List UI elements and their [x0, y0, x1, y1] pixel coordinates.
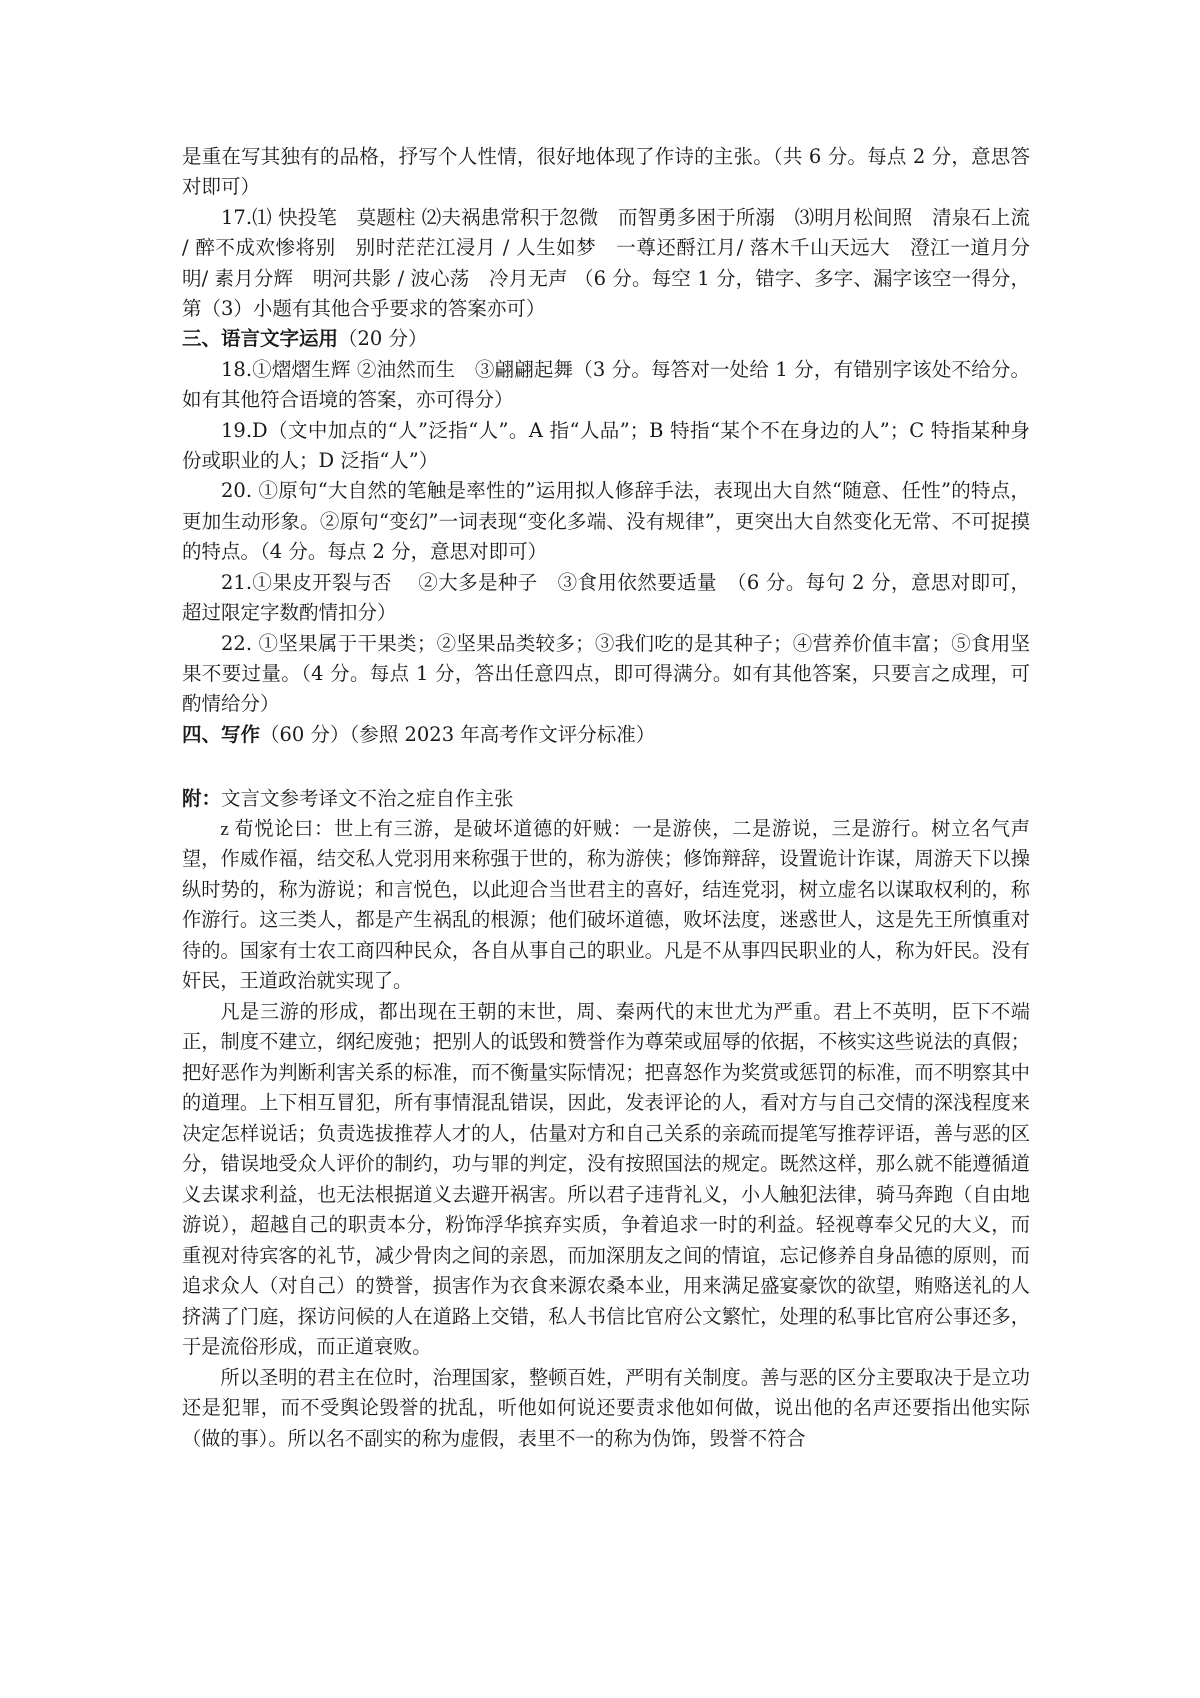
section-4-score: （60 分）（参照 2023 年高考作文评分标准）: [260, 722, 656, 746]
appendix-title: 文言文参考译文不治之症自作主张: [221, 787, 514, 811]
appendix-heading: [182, 784, 1030, 814]
spacer: [182, 750, 1030, 784]
section-3-heading: [182, 324, 1030, 354]
answer-16-continued: 是重在写其独有的品格，抒写个人性情，很好地体现了作诗的主张。（共 6 分。每点 2 分，意思答对即可）: [182, 145, 1030, 199]
answer-19: 19.D（文中加点的“人”泛指“人”。A 指“人品”；B 特指“某个不在身边的人”；C 特指某种身份或职业的人；D 泛指“人”）: [182, 418, 1030, 473]
translation-paragraph-3: 所以圣明的君主在位时，治理国家，整顿百姓，严明有关制度。善与恶的区分主要取决于是立功还是犯罪，而不受舆论毁誉的扰乱，听他如何说还要责求他如何做，说出他的名声还要指出他实际（做的事）。所以名不副实的称为虚假，表里不一的称为伪饰，毁誉不符合: [182, 1367, 1030, 1450]
answer-page: [182, 142, 1030, 1455]
translation-paragraph-1: z 荀悦论曰：世上有三游，是破坏道德的奸贼：一是游侠，二是游说，三是游行。树立名气声望，作威作福，结交私人党羽用来称强于世的，称为游侠；修饰辩辞，设置诡计诈谋，周游天下以操纵时势的，称为游说；和言悦色，以此迎合当世君主的喜好，结连党羽，树立虚名以谋取权利的，称作游行。这三类人，都是产生祸乱的根源；他们破坏道德，败坏法度，迷惑世人，这是先王所慎重对待的。国家有士农工商四种民众，各自从事自己的职业。凡是不从事四民职业的人，称为奸民。没有奸民，王道政治就实现了。: [182, 818, 1030, 993]
appendix-lead: 附：: [182, 787, 222, 811]
answer-22: 22. ①坚果属于干果类；②坚果品类较多；③我们吃的是其种子；④营养价值丰富；⑤食用坚果不要过量。（4 分。每点 1 分，答出任意四点，即可得满分。如有其他答案，只要言之成理，可酌情给分）: [182, 631, 1030, 716]
answer-21: 21.①果皮开裂与否 ②大多是种子 ③食用依然要适量 （6 分。每句 2 分，意思对即可，超过限定字数酌情扣分）: [182, 570, 1030, 625]
section-4-title: 四、写作: [182, 722, 261, 746]
section-4-heading: [182, 720, 1030, 750]
answer-20: 20. ①原句“大自然的笔触是率性的”运用拟人修辞手法，表现出大自然“随意、任性”的特点，更加生动形象。②原句“变幻”一词表现“变化多端、没有规律”，更突出大自然变化无常、不可捉摸的特点。（4 分。每点 2 分，意思对即可）: [182, 479, 1030, 564]
section-3-title: 三、语言文字运用: [182, 327, 339, 351]
section-3-score: （20 分）: [338, 327, 428, 351]
answer-18: 18.①熠熠生辉 ②油然而生 ③翩翩起舞（3 分。每答对一处给 1 分，有错别字该处不给分。如有其他符合语境的答案，亦可得分）: [182, 357, 1030, 412]
translation-paragraph-2: 凡是三游的形成，都出现在王朝的末世，周、秦两代的末世尤为严重。君上不英明，臣下不端正，制度不建立，纲纪废弛；把别人的诋毁和赞誉作为尊荣或屈辱的依据，不核实这些说法的真假；把好恶作为判断利害关系的标准，而不衡量实际情况；把喜怒作为奖赏或惩罚的标准，而不明察其中的道理。上下相互冒犯，所有事情混乱错误，因此，发表评论的人，看对方与自己交情的深浅程度来决定怎样说话；负责选拔推荐人才的人，估量对方和自己关系的亲疏而提笔写推荐评语，善与恶的区分，错误地受众人评价的制约，功与罪的判定，没有按照国法的规定。既然这样，那么就不能遵循道义去谋求利益，也无法根据道义去避开祸害。所以君子违背礼义，小人触犯法律，骑马奔跑（自由地游说），超越自己的职责本分，粉饰浮华摈弃实质，争着追求一时的利益。轻视尊奉父兄的大义，而重视对待宾客的礼节，减少骨肉之间的亲恩，而加深朋友之间的情谊，忘记修养自身品德的原则，而追求众人（对自己）的赞誉，损害作为衣食来源农桑本业，用来满足盛宴豪饮的欲望，贿赂送礼的人挤满了门庭，探访问候的人在道路上交错，私人书信比官府公文繁忙，处理的私事比官府公事还多，于是流俗形成，而正道衰败。: [182, 1001, 1030, 1359]
answer-17: 17.⑴ 快投笔 莫题柱 ⑵夫祸患常积于忽微 而智勇多困于所溺 ⑶明月松间照 清泉石上流 / 醉不成欢惨将别 别时茫茫江浸月 / 人生如梦 一尊还酹江月/ 落木千山天远大 澄江一道月分明/ 素月分辉 明河共影 / 波心荡 冷月无声 （6 分。每空 1 分，错字、多字、漏字该空一得分，第（3）小题有其他合乎要求的答案亦可）: [182, 205, 1030, 321]
